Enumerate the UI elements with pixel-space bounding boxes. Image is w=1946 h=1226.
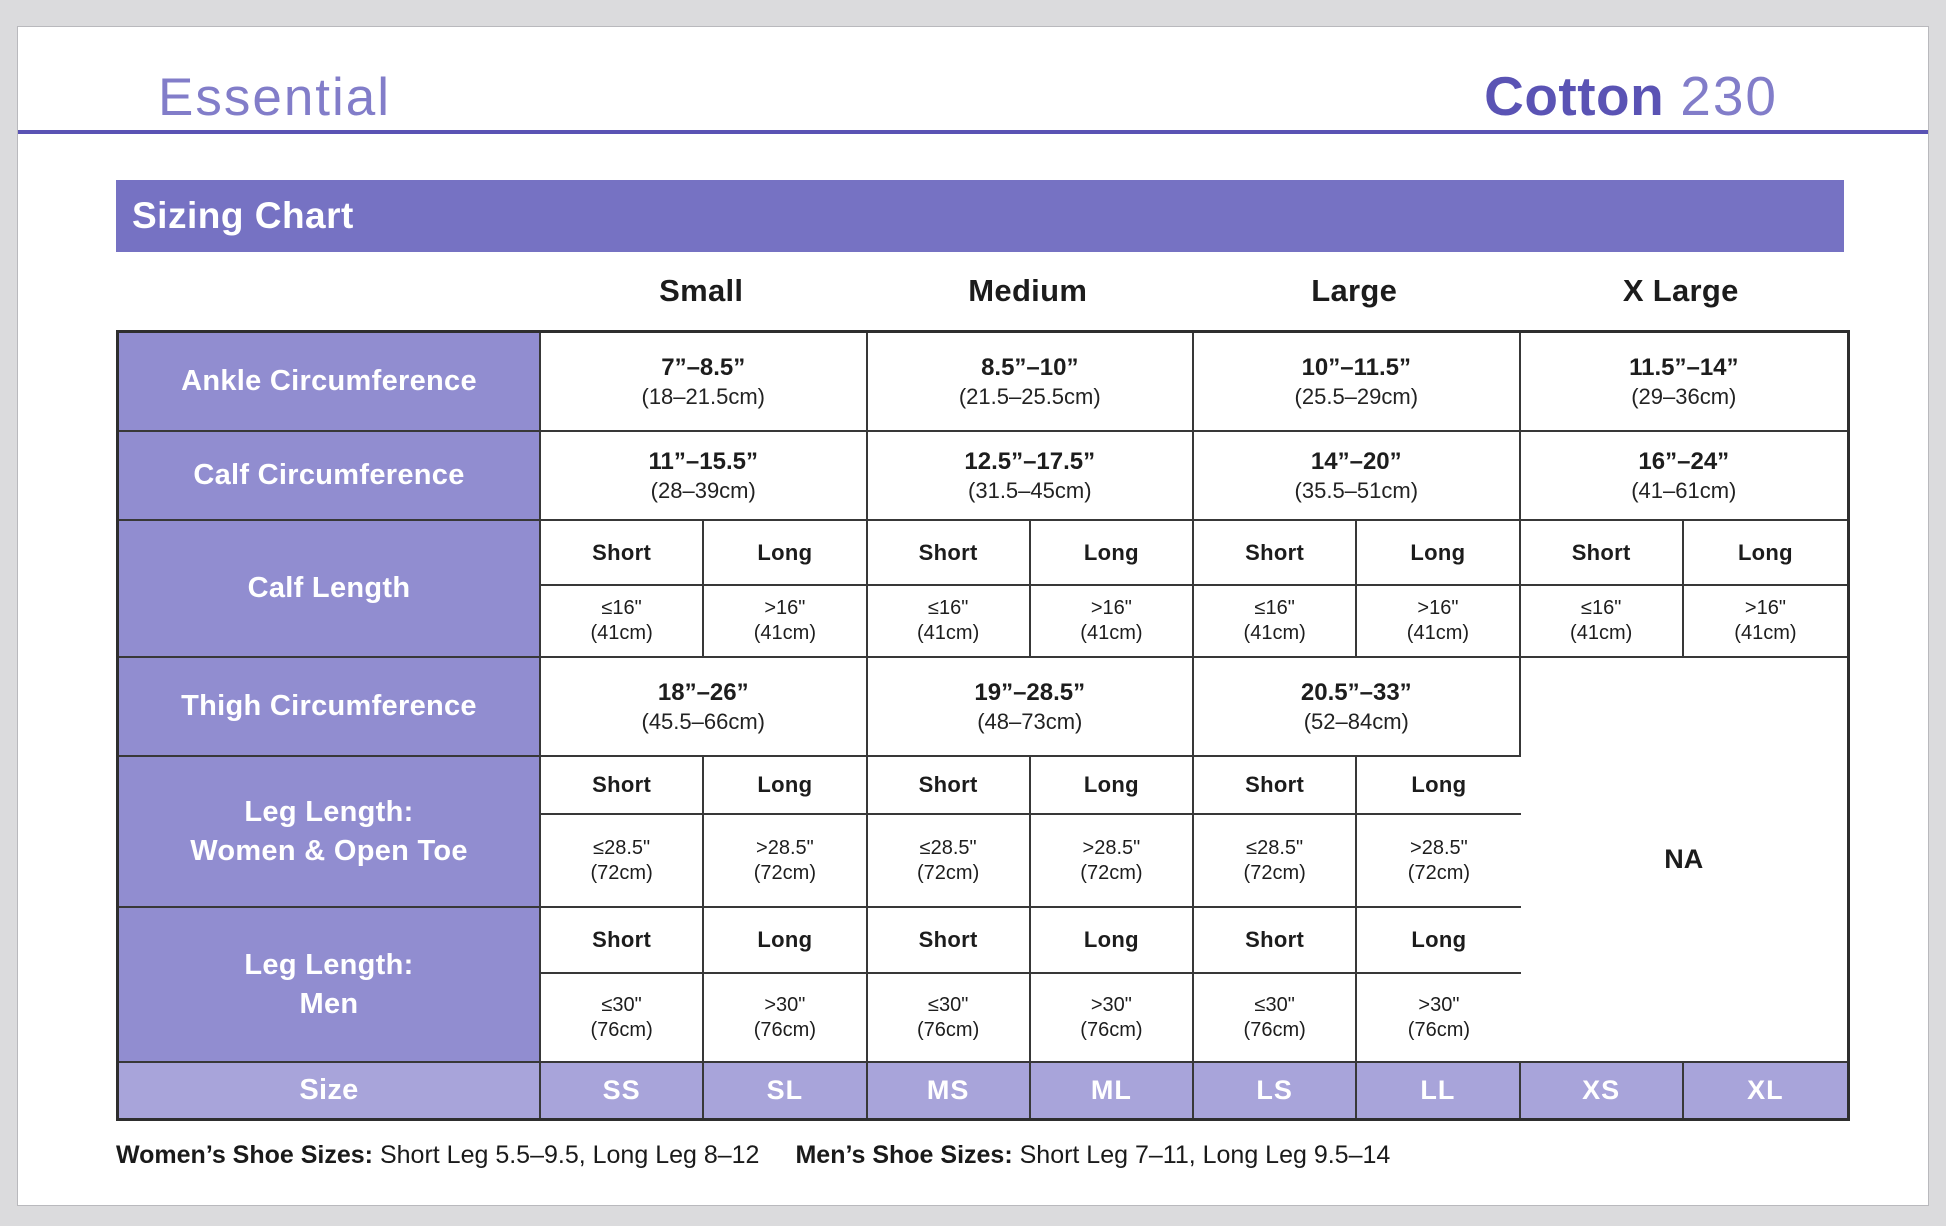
row-label-leg-women [119, 757, 541, 908]
leg-men-label-line2: Men [299, 987, 359, 1020]
legwomen-sl-cm: (72cm) [753, 861, 816, 884]
calflen-medium-long-header: Long [1031, 521, 1194, 586]
calfcirc-medium-inches: 12.5”–17.5” [964, 447, 1096, 475]
calflen-ml-cm: (41cm) [1080, 622, 1143, 644]
legmen-large-short-header: Short [1194, 908, 1357, 974]
cell-thigh-medium [868, 658, 1195, 757]
calflen-xlarge-short-header: Short [1521, 521, 1684, 586]
legwomen-sl-inches: >28.5" [756, 836, 814, 859]
size-cell-xs: XS [1521, 1063, 1684, 1118]
legmen-ss-cm: (76cm) [590, 1018, 653, 1041]
footnote-women-text: Short Leg 5.5–9.5, Long Leg 8–12 [379, 1141, 760, 1169]
product-name: Cotton [1484, 65, 1665, 127]
thigh-small-inches: 18”–26” [657, 678, 749, 706]
legwomen-ls-cm: (72cm) [1243, 861, 1306, 884]
cell-calfcirc-medium [868, 432, 1195, 521]
legwomen-ml-cm: (72cm) [1080, 861, 1143, 884]
column-header-small: Small [659, 273, 744, 308]
calflen-xl-cm: (41cm) [1734, 622, 1797, 644]
legwomen-ll-cm: (72cm) [1407, 861, 1471, 884]
legmen-medium-long-header: Long [1031, 908, 1194, 974]
ankle-small-inches: 7”–8.5” [661, 353, 746, 381]
banner-title: Sizing Chart [132, 195, 354, 236]
calflen-ll-cm: (41cm) [1406, 622, 1470, 644]
legwomen-ml-inches: >28.5" [1082, 836, 1141, 859]
cell-thigh-large [1194, 658, 1521, 757]
legmen-ml-inches: >30" [1090, 993, 1132, 1016]
cell-xlarge-na: NA [1521, 658, 1848, 1063]
footnote-men-text: Short Leg 7–11, Long Leg 9.5–14 [1019, 1141, 1391, 1169]
ankle-large-cm: (25.5–29cm) [1294, 383, 1419, 409]
cell-calflen-large-long [1357, 586, 1520, 658]
shoe-size-footnote [116, 1139, 1928, 1172]
cell-calflen-small-short [541, 586, 704, 658]
calflen-xs-inches: ≤16" [1581, 597, 1622, 619]
ankle-xlarge-cm: (29–36cm) [1631, 383, 1737, 409]
cell-calfcirc-xlarge [1521, 432, 1848, 521]
cell-legmen-large-long [1357, 974, 1520, 1063]
sizing-table [116, 330, 1850, 1121]
ankle-xlarge-inches: 11.5”–14” [1629, 353, 1739, 381]
calfcirc-large-cm: (35.5–51cm) [1294, 477, 1419, 503]
cell-calflen-xlarge-long [1684, 586, 1847, 658]
legwomen-medium-short-header: Short [868, 757, 1031, 815]
cell-calflen-medium-long [1031, 586, 1194, 658]
row-label-thigh: Thigh Circumference [119, 658, 541, 757]
ankle-medium-inches: 8.5”–10” [981, 353, 1079, 381]
cell-ankle-medium [868, 333, 1195, 432]
page-header [18, 27, 1928, 134]
calflen-small-long-header: Long [704, 521, 867, 586]
calflen-sl-cm: (41cm) [753, 622, 816, 644]
calflen-small-short-header: Short [541, 521, 704, 586]
legwomen-ms-cm: (72cm) [917, 861, 980, 884]
legwomen-small-short-header: Short [541, 757, 704, 815]
cell-ankle-small [541, 333, 868, 432]
chart-card [17, 26, 1929, 1206]
leg-men-label-line1: Leg Length: [244, 948, 414, 981]
row-label-ankle: Ankle Circumference [119, 333, 541, 432]
brand-name: Essential [158, 68, 392, 127]
ankle-small-cm: (18–21.5cm) [641, 383, 766, 409]
cell-legmen-large-short [1194, 974, 1357, 1063]
size-cell-xl: XL [1684, 1063, 1847, 1118]
legwomen-ms-inches: ≤28.5" [919, 836, 977, 859]
legwomen-large-short-header: Short [1194, 757, 1357, 815]
cell-legwomen-medium-short [868, 815, 1031, 908]
size-cell-ll: LL [1357, 1063, 1520, 1118]
size-cell-sl: SL [704, 1063, 867, 1118]
calflen-ss-inches: ≤16" [601, 597, 642, 619]
legwomen-small-long-header: Long [704, 757, 867, 815]
cell-calfcirc-small [541, 432, 868, 521]
cell-legwomen-small-short [541, 815, 704, 908]
legmen-medium-short-header: Short [868, 908, 1031, 974]
legmen-large-long-header: Long [1357, 908, 1520, 974]
legmen-ms-inches: ≤30" [927, 993, 969, 1016]
column-header-large: Large [1311, 273, 1398, 308]
cell-calflen-small-long [704, 586, 867, 658]
legwomen-ss-inches: ≤28.5" [593, 836, 651, 859]
cell-legmen-small-long [704, 974, 867, 1063]
legmen-ls-inches: ≤30" [1254, 993, 1295, 1016]
footnote-women-label: Women’s Shoe Sizes: [116, 1141, 374, 1169]
chart-content [116, 180, 1844, 1121]
row-ankle-circumference [119, 333, 1847, 432]
calfcirc-xlarge-cm: (41–61cm) [1631, 477, 1737, 503]
cell-calflen-xlarge-short [1521, 586, 1684, 658]
row-size [119, 1063, 1847, 1118]
product-number: 230 [1680, 65, 1778, 127]
cell-legwomen-medium-long [1031, 815, 1194, 908]
cell-ankle-xlarge [1521, 333, 1848, 432]
cell-legwomen-large-short [1194, 815, 1357, 908]
cell-calflen-medium-short [868, 586, 1031, 658]
footnote-men-label: Men’s Shoe Sizes: [795, 1141, 1013, 1169]
calflen-ll-inches: >16" [1417, 597, 1459, 619]
calflen-xs-cm: (41cm) [1570, 622, 1633, 644]
calflen-ls-cm: (41cm) [1243, 622, 1306, 644]
calflen-sl-inches: >16" [764, 597, 806, 619]
legmen-sl-inches: >30" [764, 993, 806, 1016]
calflen-ml-inches: >16" [1090, 597, 1132, 619]
legmen-small-short-header: Short [541, 908, 704, 974]
calflen-xl-inches: >16" [1744, 597, 1786, 619]
legwomen-ll-inches: >28.5" [1410, 836, 1468, 859]
calflen-ls-inches: ≤16" [1254, 597, 1295, 619]
calflen-large-long-header: Long [1357, 521, 1520, 586]
column-header-medium: Medium [968, 273, 1088, 308]
size-cell-ml: ML [1031, 1063, 1194, 1118]
row-label-leg-men [119, 908, 541, 1063]
row-label-size: Size [119, 1063, 541, 1118]
cell-legmen-medium-long [1031, 974, 1194, 1063]
size-column-headers [116, 252, 1844, 330]
row-calf-circumference [119, 432, 1847, 521]
sizing-chart-banner [116, 180, 1844, 252]
row-thigh-circumference [119, 658, 1847, 757]
legmen-ll-inches: >30" [1418, 993, 1460, 1016]
legmen-ms-cm: (76cm) [917, 1018, 980, 1041]
cell-legwomen-large-long [1357, 815, 1520, 908]
leg-women-label-line1: Leg Length: [244, 795, 414, 828]
footnote-women [116, 1139, 759, 1172]
footnote-men [795, 1139, 1390, 1172]
cell-legmen-medium-short [868, 974, 1031, 1063]
product-title [1484, 65, 1778, 127]
cell-legmen-small-short [541, 974, 704, 1063]
size-cell-ls: LS [1194, 1063, 1357, 1118]
calflen-ms-inches: ≤16" [927, 597, 969, 619]
ankle-medium-cm: (21.5–25.5cm) [958, 383, 1101, 409]
calflen-medium-short-header: Short [868, 521, 1031, 586]
cell-legwomen-small-long [704, 815, 867, 908]
thigh-large-inches: 20.5”–33” [1300, 678, 1412, 706]
calfcirc-medium-cm: (31.5–45cm) [968, 477, 1092, 503]
thigh-medium-cm: (48–73cm) [977, 708, 1083, 734]
legwomen-ls-inches: ≤28.5" [1246, 836, 1304, 859]
row-label-calf-length: Calf Length [119, 521, 541, 658]
cell-calfcirc-large [1194, 432, 1521, 521]
column-header-xlarge: X Large [1622, 273, 1739, 308]
calfcirc-xlarge-inches: 16”–24” [1638, 447, 1730, 475]
leg-women-label-line2: Women & Open Toe [190, 834, 468, 867]
legwomen-medium-long-header: Long [1031, 757, 1194, 815]
ankle-large-inches: 10”–11.5” [1301, 353, 1411, 381]
calfcirc-large-inches: 14”–20” [1310, 447, 1402, 475]
thigh-large-cm: (52–84cm) [1303, 708, 1409, 734]
calflen-ms-cm: (41cm) [917, 622, 980, 644]
size-cell-ms: MS [868, 1063, 1031, 1118]
calflen-ss-cm: (41cm) [590, 622, 653, 644]
legmen-sl-cm: (76cm) [753, 1018, 816, 1041]
calfcirc-small-cm: (28–39cm) [650, 477, 756, 503]
calflen-xlarge-long-header: Long [1684, 521, 1847, 586]
cell-thigh-small [541, 658, 868, 757]
thigh-small-cm: (45.5–66cm) [641, 708, 766, 734]
legmen-ls-cm: (76cm) [1243, 1018, 1306, 1041]
legmen-ss-inches: ≤30" [601, 993, 642, 1016]
calfcirc-small-inches: 11”–15.5” [648, 447, 758, 475]
thigh-medium-inches: 19”–28.5” [974, 678, 1086, 706]
calflen-large-short-header: Short [1194, 521, 1357, 586]
cell-calflen-large-short [1194, 586, 1357, 658]
legwomen-large-long-header: Long [1357, 757, 1520, 815]
row-label-calf-circumference: Calf Circumference [119, 432, 541, 521]
legmen-ml-cm: (76cm) [1080, 1018, 1143, 1041]
legwomen-ss-cm: (72cm) [590, 861, 653, 884]
cell-ankle-large [1194, 333, 1521, 432]
size-cell-ss: SS [541, 1063, 704, 1118]
row-calf-length-headers [119, 521, 1847, 586]
legmen-ll-cm: (76cm) [1407, 1018, 1471, 1041]
legmen-small-long-header: Long [704, 908, 867, 974]
